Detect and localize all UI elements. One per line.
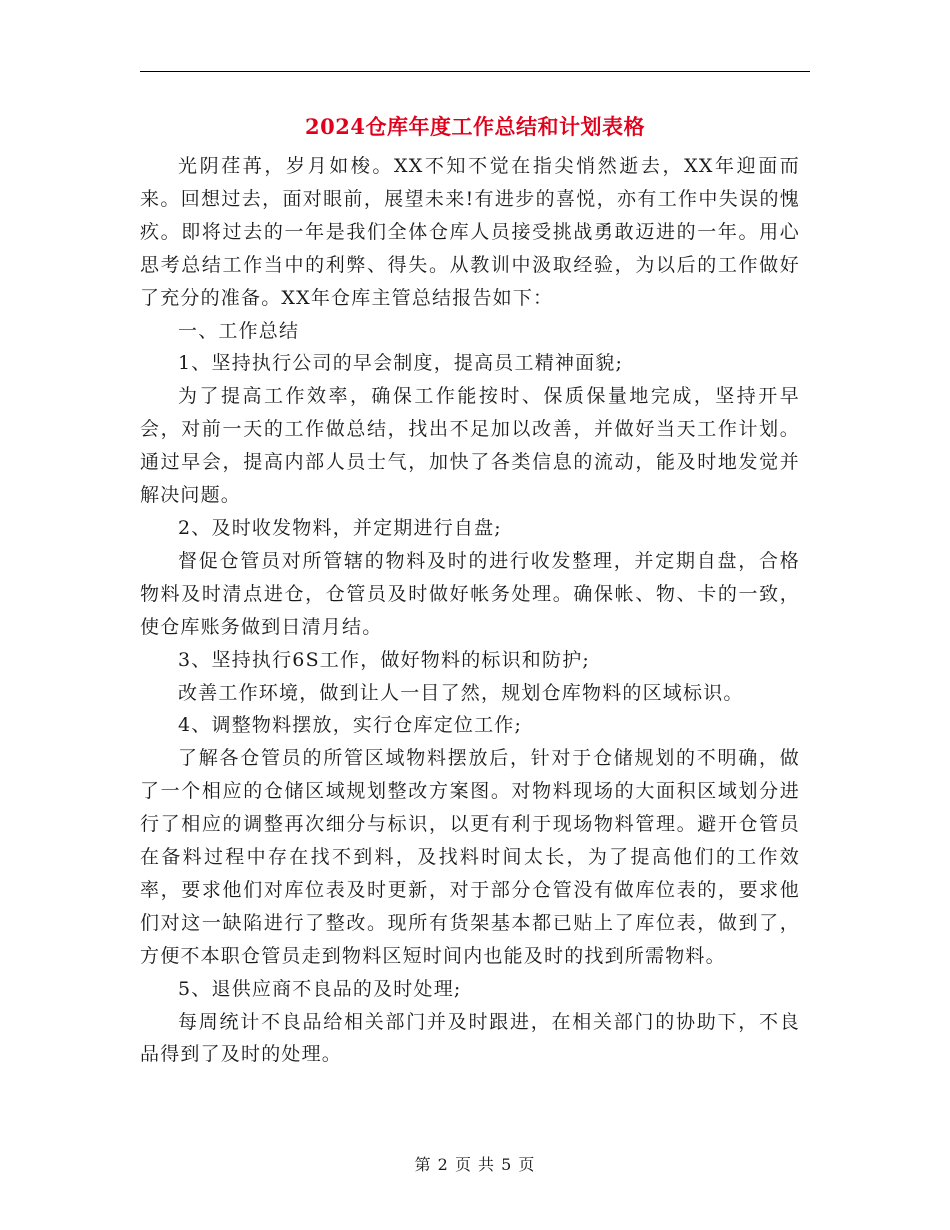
item-heading: 3、坚持执行6S工作，做好物料的标识和防护;: [178, 648, 590, 671]
body-paragraph: 每周统计不良品给相关部门并及时跟进，在相关部门的协助下，不良品得到了及时的处理。: [140, 1010, 800, 1066]
document-title: 2024仓库年度工作总结和计划表格: [305, 114, 645, 139]
body-paragraph: 为了提高工作效率，确保工作能按时、保质保量地完成，坚持开早会，对前一天的工作做总结，找出不足加以改善，并做好当天工作计划。通过早会，提高内部人员士气，加快了各类信息的流动，能及时地发觉并解决问题。: [140, 385, 800, 507]
header-rule: [140, 71, 810, 72]
document-body: [140, 150, 800, 1071]
item-heading: 2、及时收发物料，并定期进行自盘;: [178, 516, 502, 539]
page-number: 第 2 页 共 5 页: [414, 1155, 536, 1174]
intro-paragraph: 光阴荏苒，岁月如梭。XX不知不觉在指尖悄然逝去，XX年迎面而来。回想过去，面对眼前，展望未来!有进步的喜悦，亦有工作中失误的愧疚。即将过去的一年是我们全体仓库人员接受挑战勇敢迈进的一年。用心思考总结工作当中的利弊、得失。从教训中汲取经验，为以后的工作做好了充分的准备。XX年仓库主管总结报告如下：: [140, 155, 800, 309]
item-heading: 5、退供应商不良品的及时处理;: [178, 977, 462, 1000]
item-heading: 1、坚持执行公司的早会制度，提高员工精神面貌;: [178, 352, 624, 375]
section-heading: 一、工作总结: [178, 319, 300, 342]
body-paragraph: 督促仓管员对所管辖的物料及时的进行收发整理，并定期自盘，合格物料及时清点进仓，仓管员及时做好帐务处理。确保帐、物、卡的一致，使仓库账务做到日清月结。: [140, 549, 800, 638]
body-paragraph: 了解各仓管员的所管区域物料摆放后，针对于仓储规划的不明确，做了一个相应的仓储区域规划整改方案图。对物料现场的大面积区域划分进行了相应的调整再次细分与标识，以更有利于现场物料管理。避开仓管员在备料过程中存在找不到料，及找料时间太长，为了提高他们的工作效率，要求他们对库位表及时更新，对于部分仓管没有做库位表的，要求他们对这一缺陷进行了整改。现所有货架基本都已贴上了库位表，做到了，方便不本职仓管员走到物料区短时间内也能及时的找到所需物料。: [140, 747, 800, 967]
item-heading: 4、调整物料摆放，实行仓库定位工作;: [178, 714, 523, 737]
body-paragraph: 改善工作环境，做到让人一目了然，规划仓库物料的区域标识。: [178, 681, 744, 704]
